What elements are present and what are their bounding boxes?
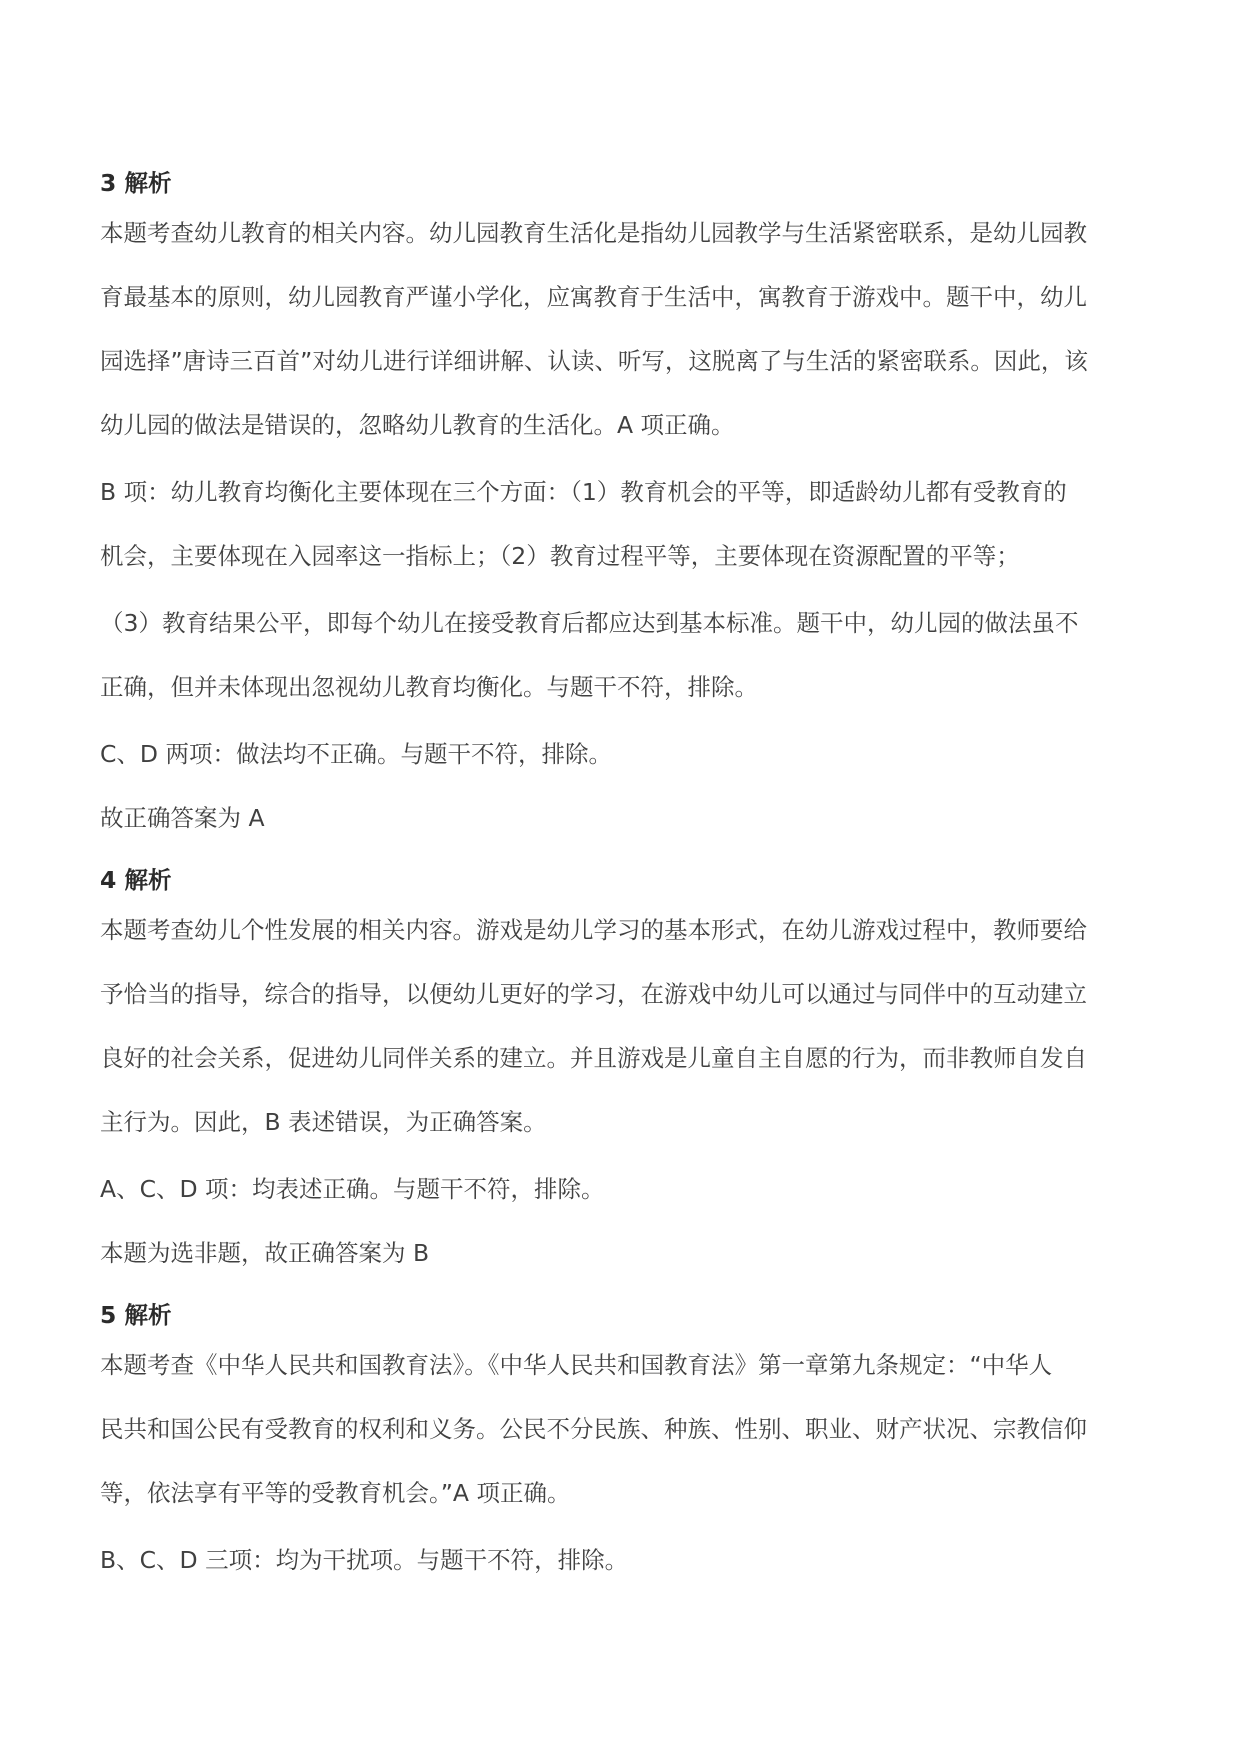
section-5-option-bcd: B、C、D 三项：均为干扰项。与题干不符，排除。: [100, 1546, 629, 1574]
section-3-line-3: 园选择”唐诗三百首”对幼儿进行详细讲解、认读、听写，这脱离了与生活的紧密联系。因此，该: [100, 347, 1088, 375]
section-3-option-b-line-3: （3）教育结果公平，即每个幼儿在接受教育后都应达到基本标准。题干中，幼儿园的做法虽不: [100, 609, 1079, 637]
section-4-line-3: 良好的社会关系，促进幼儿同伴关系的建立。并且游戏是儿童自主自愿的行为，而非教师自发自: [100, 1044, 1087, 1072]
section-4-line-1: 本题考查幼儿个性发展的相关内容。游戏是幼儿学习的基本形式，在幼儿游戏过程中，教师要给: [100, 916, 1087, 944]
section-3-option-cd: C、D 两项：做法均不正确。与题干不符，排除。: [100, 740, 612, 768]
section-4-answer: 本题为选非题，故正确答案为 B: [100, 1239, 430, 1267]
section-4-option-acd: A、C、D 项：均表述正确。与题干不符，排除。: [100, 1175, 605, 1203]
section-5-line-2: 民共和国公民有受教育的权利和义务。公民不分民族、种族、性别、职业、财产状况、宗教信仰: [100, 1415, 1087, 1443]
section-3-option-b-line-2: 机会，主要体现在入园率这一指标上；（2）教育过程平等，主要体现在资源配置的平等；: [100, 542, 1020, 570]
section-4-line-4: 主行为。因此，B 表述错误，为正确答案。: [100, 1108, 547, 1136]
section-3-heading: 3 解析: [100, 169, 172, 197]
section-5-line-1: 本题考查《中华人民共和国教育法》。《中华人民共和国教育法》第一章第九条规定：“中华人: [100, 1351, 1053, 1379]
section-5-line-3: 等，依法享有平等的受教育机会。”A 项正确。: [100, 1479, 571, 1507]
section-3-option-b-line-1: B 项：幼儿教育均衡化主要体现在三个方面：（1）教育机会的平等，即适龄幼儿都有受教育的: [100, 478, 1067, 506]
section-5-heading: 5 解析: [100, 1301, 172, 1329]
section-3-option-b-line-4: 正确，但并未体现出忽视幼儿教育均衡化。与题干不符，排除。: [100, 673, 758, 701]
section-3-line-4: 幼儿园的做法是错误的，忽略幼儿教育的生活化。A 项正确。: [100, 411, 735, 439]
section-3-line-2: 育最基本的原则，幼儿园教育严谨小学化，应寓教育于生活中，寓教育于游戏中。题干中，幼儿: [100, 283, 1087, 311]
section-4-line-2: 予恰当的指导，综合的指导，以便幼儿更好的学习，在游戏中幼儿可以通过与同伴中的互动建立: [100, 980, 1087, 1008]
section-3-line-1: 本题考查幼儿教育的相关内容。幼儿园教育生活化是指幼儿园教学与生活紧密联系，是幼儿园教: [100, 219, 1087, 247]
section-3-answer: 故正确答案为 A: [100, 804, 265, 832]
section-4-heading: 4 解析: [100, 866, 172, 894]
